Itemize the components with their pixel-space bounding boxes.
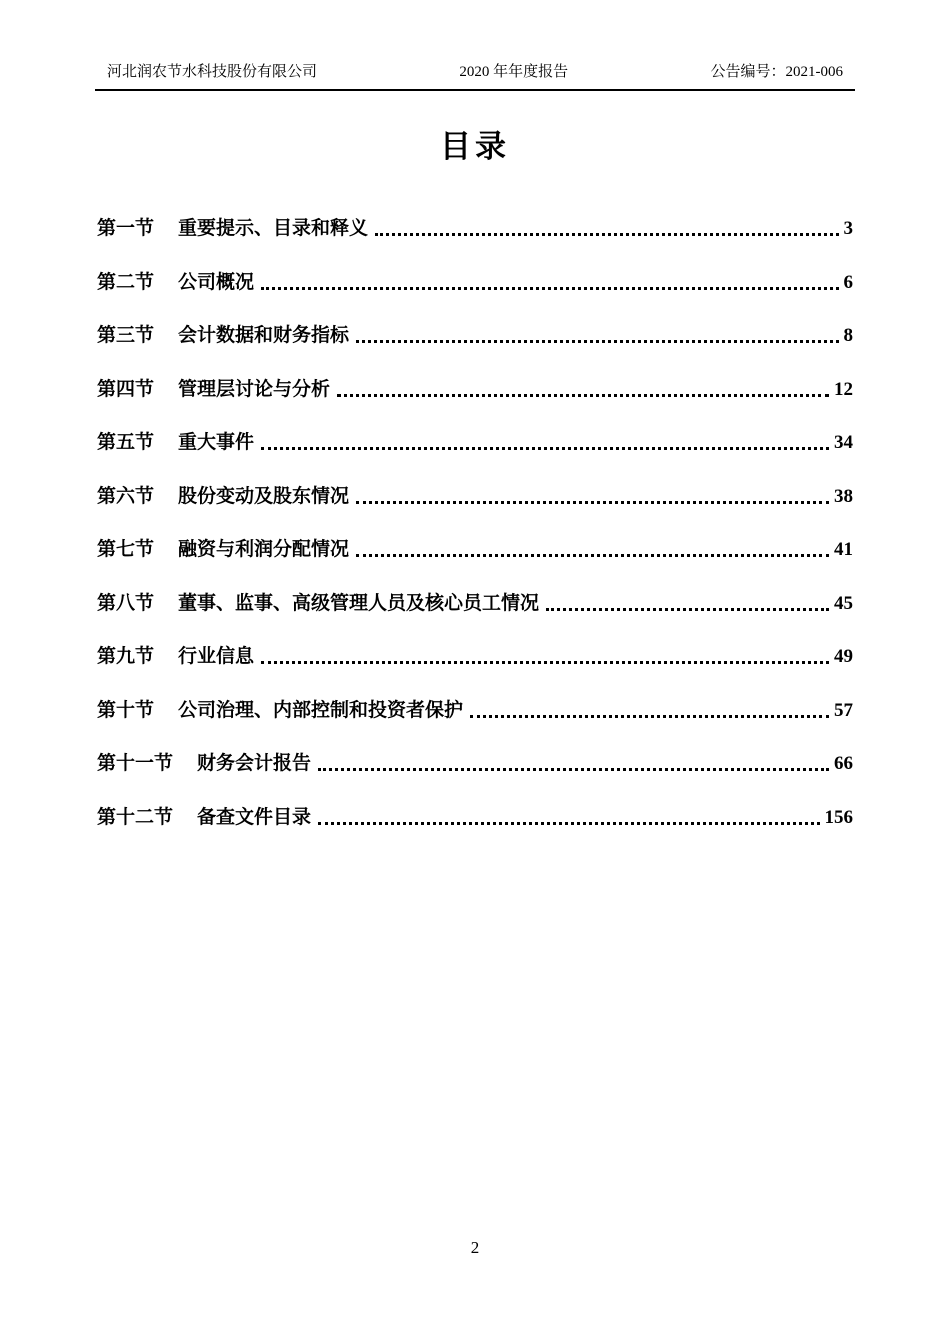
- toc-entry-section: 第十一节: [97, 753, 174, 774]
- dot-leader: [375, 233, 838, 236]
- toc-entry[interactable]: [97, 588, 853, 615]
- toc-entry[interactable]: [97, 374, 853, 401]
- toc-entry-page-number: 12: [834, 378, 853, 400]
- toc-entry[interactable]: [97, 320, 853, 347]
- toc-entry-section: 第四节: [97, 378, 155, 400]
- dot-leader: [261, 287, 838, 290]
- toc-entry-page-number: 45: [834, 592, 853, 614]
- toc-entry-section: 第十二节: [97, 806, 174, 828]
- toc-entry-title: 行业信息: [178, 646, 255, 667]
- dot-leader: [337, 394, 829, 397]
- toc-entry-page-number: 66: [834, 753, 853, 774]
- dot-leader: [546, 608, 829, 611]
- dot-leader: [356, 554, 829, 557]
- toc-entry-page-number: 34: [834, 432, 853, 453]
- toc-entry-section: 第二节: [97, 271, 155, 293]
- toc-entry-page-number: 41: [834, 539, 853, 560]
- toc-entry-title: 会计数据和财务指标: [178, 325, 350, 346]
- toc-entry-page-number: 57: [834, 699, 853, 721]
- toc-entry-title: 融资与利润分配情况: [178, 539, 350, 560]
- toc-entry-title: 公司治理、内部控制和投资者保护: [178, 699, 464, 721]
- toc-entry[interactable]: [97, 481, 853, 508]
- dot-leader: [356, 501, 829, 504]
- toc-entry-title: 股份变动及股东情况: [178, 485, 350, 507]
- header-report-title: 2020 年年度报告: [459, 64, 569, 80]
- toc-entry-section: 第十节: [97, 699, 155, 721]
- toc-entry-page-number: 8: [843, 325, 853, 346]
- toc-entry-page-number: 156: [824, 806, 853, 828]
- dot-leader: [470, 715, 829, 718]
- toc-entry[interactable]: [97, 534, 853, 561]
- toc-entry[interactable]: [97, 213, 853, 240]
- dot-leader: [261, 447, 829, 450]
- header-announcement-number: 公告编号：2021-006: [710, 64, 843, 80]
- toc-entry-section: 第六节: [97, 485, 155, 507]
- toc-entry[interactable]: [97, 748, 853, 775]
- toc-entry-page-number: 6: [843, 271, 853, 293]
- table-of-contents: [97, 213, 853, 855]
- toc-entry-title: 董事、监事、高级管理人员及核心员工情况: [178, 592, 540, 614]
- dot-leader: [356, 340, 838, 343]
- toc-entry-section: 第九节: [97, 646, 155, 667]
- toc-entry-title: 公司概况: [178, 271, 255, 293]
- toc-entry-title: 重大事件: [178, 432, 255, 453]
- dot-leader: [261, 661, 829, 664]
- dot-leader: [318, 822, 819, 825]
- toc-entry-section: 第三节: [97, 325, 155, 346]
- toc-entry-section: 第五节: [97, 432, 155, 453]
- toc-entry-section: 第八节: [97, 592, 155, 614]
- toc-entry-title: 备查文件目录: [197, 806, 312, 828]
- toc-entry-page-number: 3: [843, 218, 853, 239]
- header-company-name: 河北润农节水科技股份有限公司: [107, 64, 318, 80]
- toc-entry[interactable]: [97, 267, 853, 294]
- footer-page-number: 2: [470, 1238, 480, 1257]
- toc-entry-title: 管理层讨论与分析: [178, 378, 331, 400]
- toc-entry[interactable]: [97, 427, 853, 454]
- toc-entry-page-number: 38: [834, 485, 853, 507]
- page-header: [95, 60, 855, 91]
- toc-entry-page-number: 49: [834, 646, 853, 667]
- toc-entry[interactable]: [97, 802, 853, 829]
- toc-entry-title: 重要提示、目录和释义: [178, 218, 369, 239]
- toc-entry[interactable]: [97, 695, 853, 722]
- toc-entry-section: 第七节: [97, 539, 155, 560]
- toc-entry-section: 第一节: [97, 218, 155, 239]
- dot-leader: [318, 768, 829, 771]
- toc-entry[interactable]: [97, 641, 853, 668]
- toc-entry-title: 财务会计报告: [197, 753, 312, 774]
- toc-page-title: 目录: [440, 129, 510, 164]
